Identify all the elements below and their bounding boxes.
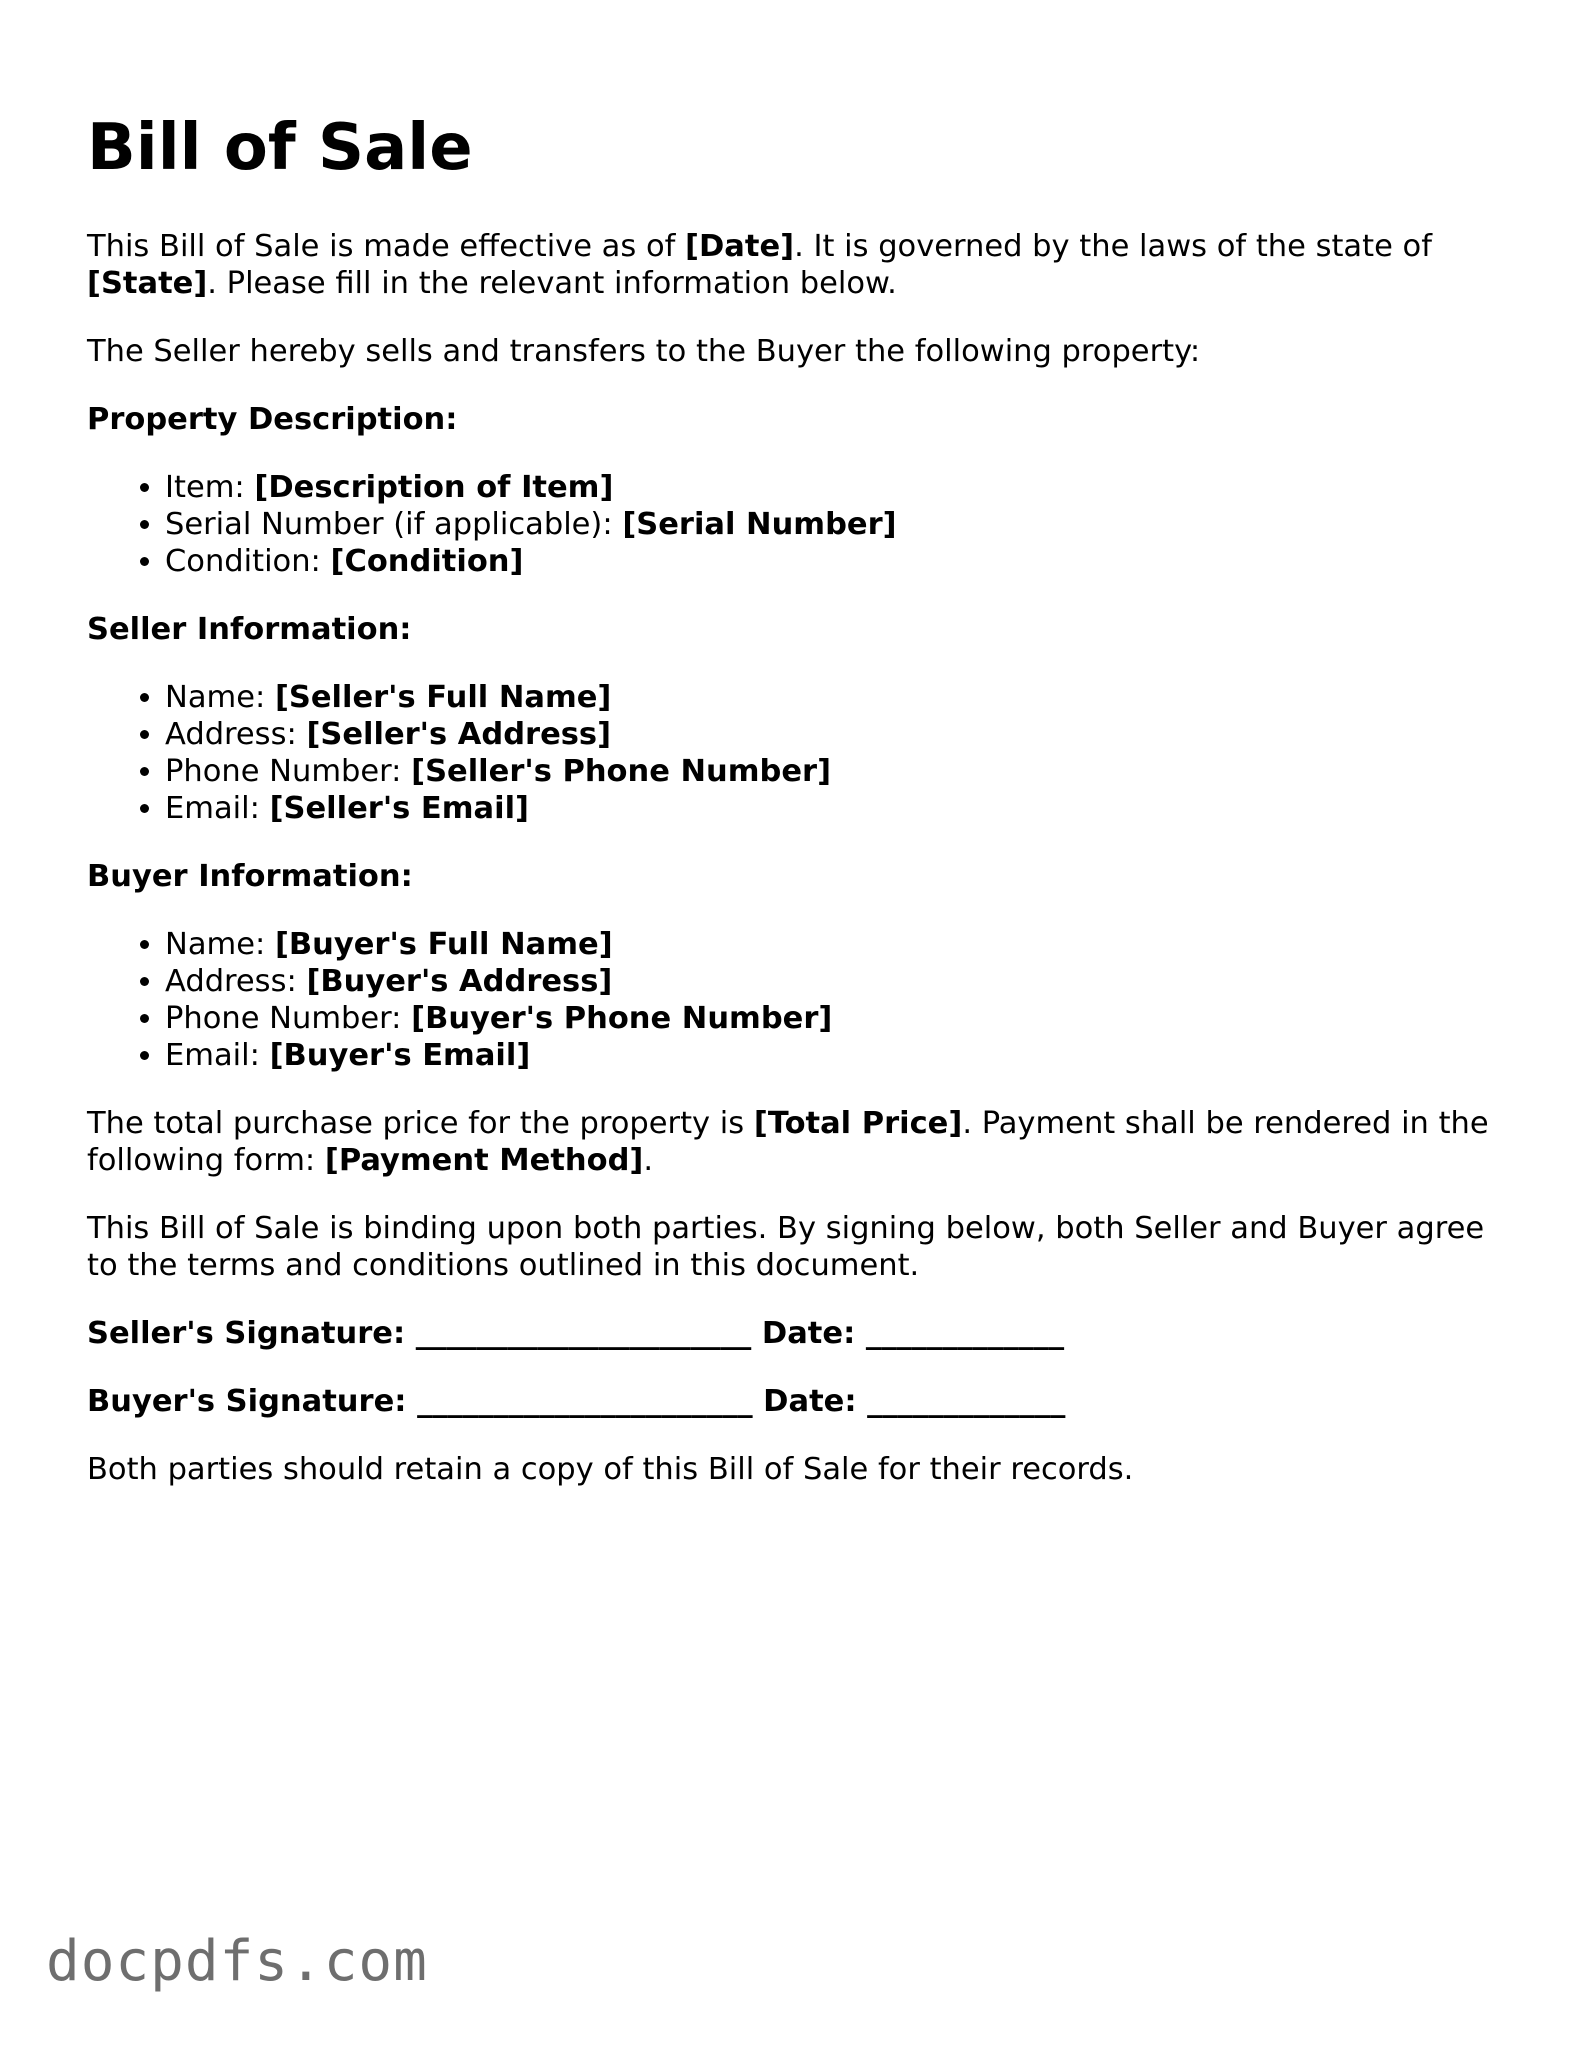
seller-phone-label: Phone Number: — [165, 754, 412, 789]
intro-text-1: This Bill of Sale is made effective as of — [87, 229, 686, 264]
buyer-address-value: [Buyer's Address] — [306, 964, 613, 999]
seller-email-value: [Seller's Email] — [269, 791, 529, 826]
buyer-name-label: Name: — [165, 927, 275, 962]
document-title: Bill of Sale — [87, 111, 473, 185]
list-item — [165, 1000, 1507, 1037]
seller-email-label: Email: — [165, 791, 270, 826]
watermark-logo: docpdfs.com — [46, 1929, 428, 1994]
seller-list — [87, 679, 1507, 827]
buyer-email-value: [Buyer's Email] — [269, 1038, 531, 1073]
list-item — [165, 963, 1507, 1000]
date-placeholder: [Date] — [685, 229, 795, 264]
list-item — [165, 1037, 1507, 1074]
intro-paragraph — [87, 228, 1507, 302]
price-text-1: The total purchase price for the property is — [87, 1106, 754, 1141]
item-label: Item: — [165, 470, 255, 505]
seller-name-value: [Seller's Full Name] — [274, 680, 612, 715]
serial-value: [Serial Number] — [622, 507, 897, 542]
transfer-statement: The Seller hereby sells and transfers to the Buyer the following property: — [87, 334, 1201, 369]
seller-address-value: [Seller's Address] — [306, 717, 612, 752]
list-item — [165, 679, 1507, 716]
list-item — [165, 926, 1507, 963]
buyer-list — [87, 926, 1507, 1074]
property-heading: Property Description: — [87, 402, 458, 437]
state-placeholder: [State] — [87, 266, 208, 301]
list-item — [165, 716, 1507, 753]
payment-method-placeholder: [Payment Method] — [324, 1143, 644, 1178]
serial-label: Serial Number (if applicable): — [165, 507, 623, 542]
buyer-heading: Buyer Information: — [87, 859, 413, 894]
total-price-placeholder: [Total Price] — [753, 1106, 963, 1141]
intro-text-3: . Please fill in the relevant information below. — [207, 266, 897, 301]
list-item — [165, 753, 1507, 790]
closing-statement: Both parties should retain a copy of this Bill of Sale for their records. — [87, 1452, 1134, 1487]
seller-heading: Seller Information: — [87, 612, 412, 647]
seller-name-label: Name: — [165, 680, 275, 715]
seller-signature-line: Seller's Signature: ______________________ Date: _____________ — [87, 1316, 1065, 1351]
buyer-email-label: Email: — [165, 1038, 270, 1073]
document-body — [87, 228, 1507, 1519]
list-item — [165, 790, 1507, 827]
list-item — [165, 506, 1507, 543]
price-text-2: . Payment shall be rendered in the following form: — [87, 1106, 1489, 1178]
property-list — [87, 469, 1507, 580]
seller-address-label: Address: — [165, 717, 307, 752]
list-item — [165, 469, 1507, 506]
buyer-signature-line: Buyer's Signature: ______________________ Date: _____________ — [87, 1384, 1066, 1419]
condition-value: [Condition] — [330, 544, 524, 579]
buyer-phone-value: [Buyer's Phone Number] — [411, 1001, 833, 1036]
seller-phone-value: [Seller's Phone Number] — [411, 754, 832, 789]
condition-label: Condition: — [165, 544, 331, 579]
intro-text-2: . It is governed by the laws of the state of — [794, 229, 1432, 264]
price-text-3: . — [643, 1143, 654, 1178]
buyer-address-label: Address: — [165, 964, 307, 999]
buyer-name-value: [Buyer's Full Name] — [274, 927, 613, 962]
price-paragraph — [87, 1105, 1507, 1179]
list-item — [165, 543, 1507, 580]
binding-statement: This Bill of Sale is binding upon both parties. By signing below, both Seller and Buyer agree to the terms and conditions outlined in this document. — [87, 1211, 1485, 1283]
buyer-phone-label: Phone Number: — [165, 1001, 412, 1036]
item-value: [Description of Item] — [254, 470, 614, 505]
